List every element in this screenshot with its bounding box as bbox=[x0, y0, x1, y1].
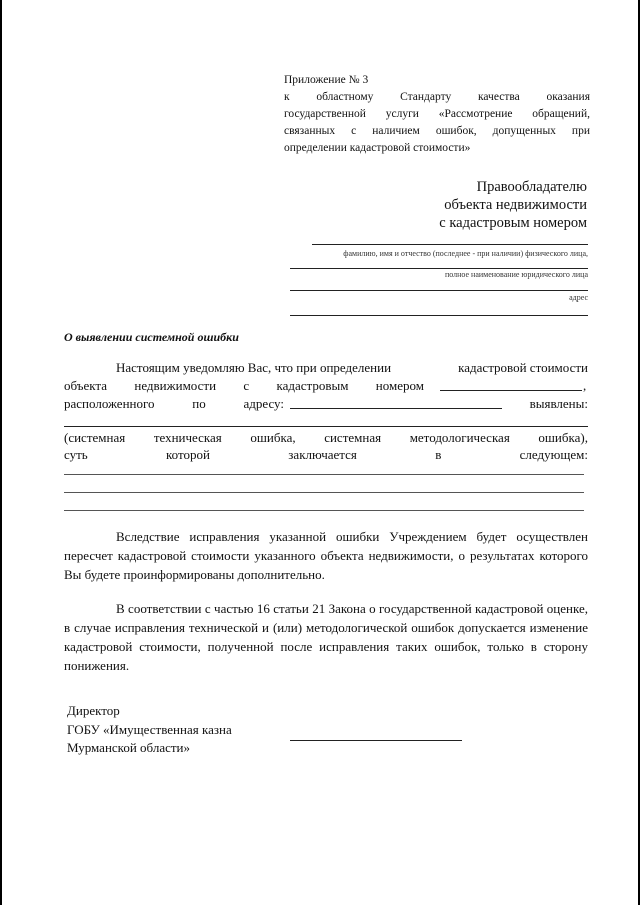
law-text: В соответствии с частью 16 статьи 21 Закона о государственной кадастровой оценке, в случае исправления технической и (или) методологической ошибок допускается изменение кадастровой стоимости, полученной после исправления таких ошибок, только в сторону понижения. bbox=[64, 601, 588, 673]
notice-word: суть bbox=[64, 447, 88, 462]
description-line-2 bbox=[64, 492, 584, 493]
notice-word: ошибка, bbox=[250, 430, 296, 445]
signatory-org: Мурманской области» bbox=[67, 740, 190, 755]
description-line-3 bbox=[64, 510, 584, 511]
recipient-name-line bbox=[312, 244, 588, 245]
cadastral-number-line bbox=[440, 390, 582, 391]
notice-row-4 bbox=[64, 430, 588, 446]
recipient-org-caption: полное наименование юридического лица bbox=[444, 270, 588, 279]
notice-word: системная bbox=[324, 430, 382, 445]
recalculation-paragraph bbox=[64, 527, 588, 584]
addressee-line: с кадастровым номером bbox=[439, 215, 587, 231]
recipient-address-line bbox=[290, 315, 588, 316]
notice-row-2 bbox=[64, 378, 424, 394]
notice-word: номером bbox=[375, 378, 424, 393]
recipient-extra-line bbox=[290, 268, 588, 269]
signature-block bbox=[67, 702, 232, 758]
notice-word: кадастровым bbox=[276, 378, 349, 393]
notice-text: кадастровой стоимости bbox=[458, 360, 588, 375]
notice-word: ошибка), bbox=[538, 430, 588, 445]
notice-text: Настоящим уведомляю Вас, что при определении bbox=[116, 360, 392, 375]
notice-row-3 bbox=[64, 396, 284, 412]
scan-left-edge bbox=[0, 0, 2, 905]
addressee-block bbox=[439, 178, 587, 232]
notice-word: по bbox=[192, 396, 206, 411]
recipient-address-caption: адрес bbox=[569, 293, 588, 302]
notice-word: техническая bbox=[153, 430, 222, 445]
recipient-name-caption: фамилию, имя и отчество (последнее - при наличии) физического лица, bbox=[343, 249, 588, 258]
appendix-line: определении кадастровой стоимости» bbox=[284, 142, 471, 154]
appendix-line: к областному Стандарту качества оказания bbox=[284, 91, 590, 103]
notice-title: О выявлении системной ошибки bbox=[64, 330, 239, 344]
signatory-org: ГОБУ «Имущественная казна bbox=[67, 721, 232, 737]
addressee-line: объекта недвижимости bbox=[444, 197, 587, 213]
notice-comma: , bbox=[583, 378, 587, 393]
recipient-org-line bbox=[290, 290, 588, 291]
notice-word: в bbox=[435, 447, 442, 462]
law-paragraph bbox=[64, 599, 588, 675]
addressee-line: Правообладателю bbox=[476, 179, 587, 195]
appendix-header bbox=[284, 72, 590, 157]
appendix-line: связанных с наличием ошибок, допущенных при bbox=[284, 125, 590, 137]
description-line-1 bbox=[64, 474, 584, 475]
address-fill-line bbox=[290, 408, 502, 409]
appendix-number: Приложение № 3 bbox=[284, 74, 369, 86]
signatory-position: Директор bbox=[67, 703, 120, 718]
notice-word: недвижимости bbox=[134, 378, 217, 393]
notice-word: которой bbox=[166, 447, 210, 462]
appendix-line: государственной услуги «Рассмотрение обращений, bbox=[284, 108, 590, 120]
notice-row-5 bbox=[64, 447, 588, 463]
notice-word: выявлены: bbox=[529, 396, 588, 411]
notice-word: методологическая bbox=[409, 430, 510, 445]
notice-word: расположенного bbox=[64, 396, 155, 411]
errors-fill-line bbox=[64, 426, 588, 427]
notice-word: адресу: bbox=[243, 396, 284, 411]
notice-word: (системная bbox=[64, 430, 126, 445]
notice-word: объекта bbox=[64, 378, 108, 393]
notice-word: с bbox=[243, 378, 250, 393]
signature-line bbox=[290, 740, 462, 741]
notice-word: заключается bbox=[288, 447, 357, 462]
notice-row-1 bbox=[116, 360, 588, 376]
recalculation-text: Вследствие исправления указанной ошибки Учреждением будет осуществлен пересчет кадастровой стоимости указанного объекта недвижимости, о результатах которого Вы будете проинформированы дополнительно. bbox=[64, 529, 588, 582]
notice-word: следующем: bbox=[519, 447, 588, 462]
